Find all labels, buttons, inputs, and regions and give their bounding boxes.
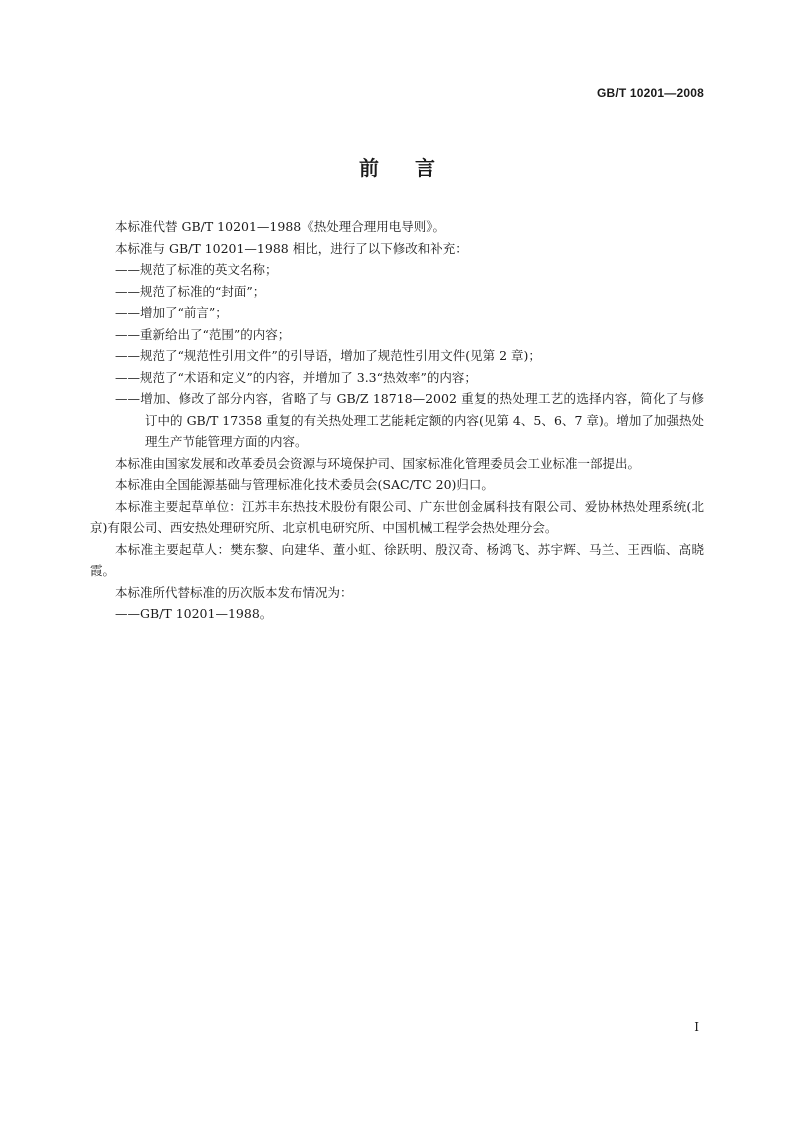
change-item: ——重新给出了“范围”的内容； — [115, 326, 291, 342]
paragraph-committee: 本标准由全国能源基础与管理标准化技术委员会(SAC/TC 20)归口。 — [115, 477, 494, 492]
change-item: ——规范了“术语和定义”的内容，并增加了 3.3“热效率”的内容； — [115, 369, 477, 385]
paragraph-proposer: 本标准由国家发展和改革委员会资源与环境保护司、国家标准化管理委员会工业标准一部提出。 — [115, 455, 641, 471]
page-number: I — [694, 1020, 699, 1034]
paragraph-drafters: 本标准主要起草人：樊东黎、向建华、董小虹、徐跃明、殷汉奇、杨鸿飞、苏宇辉、马兰、王西临、高晓霞。 — [90, 541, 704, 578]
page-title: 前言 — [359, 156, 471, 180]
history-item: ——GB/T 10201—1988。 — [115, 606, 273, 621]
change-item: ——规范了标准的英文名称； — [115, 262, 278, 277]
change-item: ——增加了“前言”； — [115, 305, 228, 320]
paragraph-drafting-units: 本标准主要起草单位：江苏丰东热技术股份有限公司、广东世创金属科技有限公司、爱协林热处理系统(北京)有限公司、西安热处理研究所、北京机电研究所、中国机械工程学会热处理分会。 — [90, 498, 704, 535]
foreword-body — [90, 216, 704, 625]
standard-number: GB/T 10201—2008 — [596, 86, 704, 100]
paragraph-changes-intro: 本标准与 GB/T 10201—1988 相比，进行了以下修改和补充： — [115, 240, 468, 256]
paragraph-replaces: 本标准代替 GB/T 10201—1988《热处理合理用电导则》。 — [115, 219, 445, 234]
paragraph-history-intro: 本标准所代替标准的历次版本发布情况为： — [115, 584, 353, 600]
change-item: ——规范了标准的“封面”； — [115, 283, 266, 299]
change-item: ——规范了“规范性引用文件”的引导语，增加了规范性引用文件(见第 2 章)； — [115, 348, 541, 363]
change-item: ——增加、修改了部分内容，省略了与 GB/Z 18718—2002 重复的热处理工艺的选择内容，简化了与修订中的 GB/T 17358 重复的有关热处理工艺能耗定额的内容(见第 4、5、6、7 章)。增加了加强热处理生产节能管理方面的内容。 — [115, 391, 704, 449]
